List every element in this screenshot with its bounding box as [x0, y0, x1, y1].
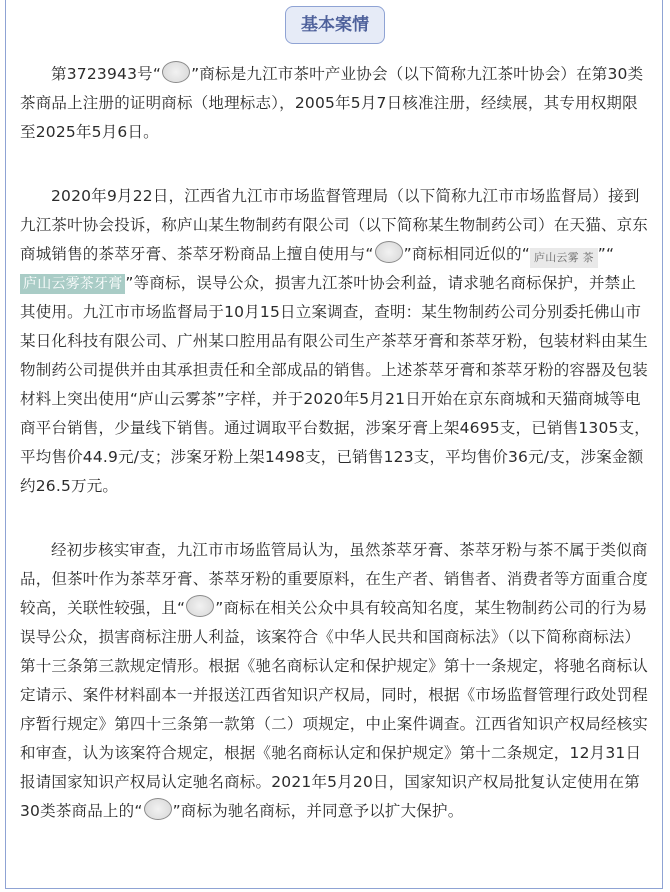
- p3-text-b: ”商标在相关公众中具有较高知名度，某生物制药公司的行为易误导公众，损害商标注册人利益，该案符合《中华人民共和国商标法》（以下简称商标法）第十三条第三款规定情形。根据《驰名商标认定和保护规定》第十一条规定，将驰名商标认定请示、案件材料副本一并报送江西省知识产权局，同时，根据《市场监督管理行政处罚程序暂行规定》第四十三条第一款第（二）项规定，中止案件调查。江西省知识产权局经核实和审查，认为该案符合规定，根据《驰名商标认定和保护规定》第十二条规定，12月31日报请国家知识产权局认定驰名商标。2021年5月20日，国家知识产权局批复认定使用在第30类茶商品上的“: [20, 599, 649, 820]
- paragraph-3: [20, 536, 650, 826]
- p2-text-b: ”商标相同近似的“: [403, 245, 531, 263]
- p2-text-d: ”等商标，误导公众，损害九江茶叶协会利益，请求驰名商标保护，并禁止其使用。九江市市场监督局于10月15日立案调查，查明：某生物制药公司分别委托佛山市某日化科技有限公司、广州某口腔用品有限公司生产茶萃牙膏和茶萃牙粉，包装材料由某生物制药公司提供并由其承担责任和全部成品的销售。上述茶萃牙膏和茶萃牙粉的容器及包装材料上突出使用“庐山云雾茶”字样，并于2020年5月21日开始在京东商城和天猫商城等电商平台销售，少量线下销售。通过调取平台数据，涉案牙膏上架4695支，已销售1305支，平均售价44.9元/支；涉案牙粉上架1498支，已销售123支，平均售价36元/支，涉案金额约26.5万元。: [20, 274, 650, 495]
- article-body: [20, 30, 650, 861]
- trademark-logo-icon: [186, 595, 214, 617]
- trademark-logo-icon: [162, 61, 190, 83]
- infringing-mark-text: 庐山云雾茶牙膏: [20, 274, 125, 294]
- trademark-logo-icon: [144, 798, 172, 820]
- paragraph-2: [20, 182, 650, 501]
- p3-text-c: ”商标为驰名商标，并同意予以扩大保护。: [172, 802, 464, 820]
- p2-text-c: ”“: [597, 245, 615, 263]
- p1-text-b: ”商标是九江市茶叶产业协会（以下简称九江茶叶协会）在第30类茶商品上注册的证明商标（地理标志），2005年5月7日核准注册，经续展，其专用权期限至2025年5月6日。: [20, 65, 644, 141]
- trademark-logo-icon: [375, 241, 403, 263]
- p3-text-a: 经初步核实审查，九江市市场监管局认为，虽然茶萃牙膏、茶萃牙粉与茶不属于类似商品，但茶叶作为茶萃牙膏、茶萃牙粉的重要原料，在生产者、销售者、消费者等方面重合度较高，关联性较强，且“: [20, 541, 649, 617]
- p2-text-a: 2020年9月22日，江西省九江市市场监督管理局（以下简称九江市市场监督局）接到九江茶叶协会投诉，称庐山某生物制药有限公司（以下简称某生物制药公司）在天猫、京东商城销售的茶萃牙膏、茶萃牙粉商品上擅自使用与“: [20, 187, 649, 263]
- paragraph-1: [20, 60, 650, 147]
- p1-text-a: 第3723943号“: [51, 65, 162, 83]
- section-title: 基本案情: [285, 6, 385, 44]
- infringing-mark-image: 庐山云雾 茶: [530, 248, 598, 268]
